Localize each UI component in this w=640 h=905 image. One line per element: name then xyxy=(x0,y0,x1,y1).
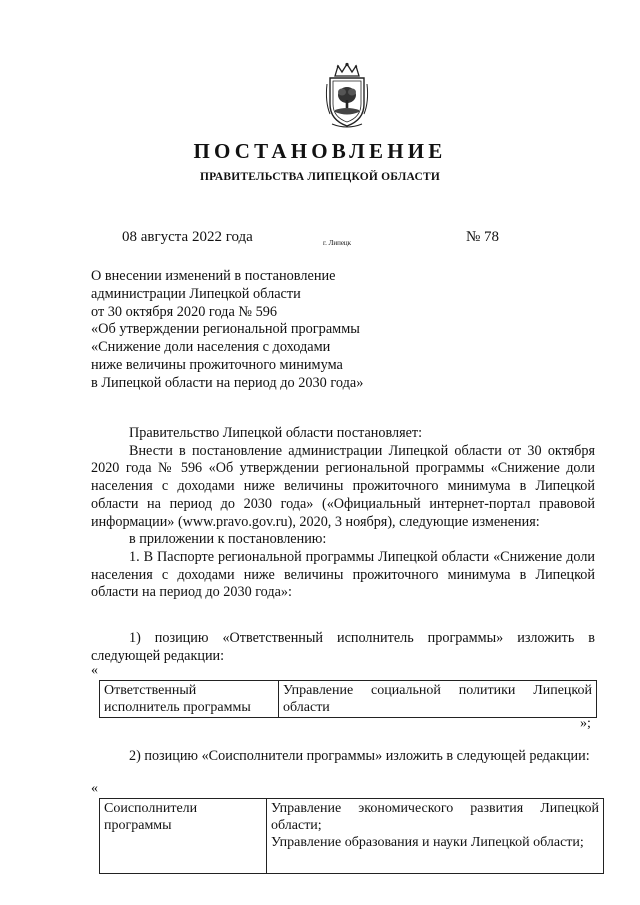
heading-line: в Липецкой области на период до 2030 года» xyxy=(91,374,364,391)
table-co-executors xyxy=(99,798,604,874)
quote-open: « xyxy=(91,781,98,796)
paragraph-item-2: 2) позицию «Соисполнители программы» изложить в следующей редакции: xyxy=(129,748,590,764)
document-city: г. Липецк xyxy=(323,239,352,247)
paragraph-resolves: Правительство Липецкой области постановляет: xyxy=(129,425,423,441)
heading-line: от 30 октября 2020 года № 596 xyxy=(91,303,278,320)
body-text-block-3 xyxy=(91,748,595,766)
body-text-block-1 xyxy=(91,425,595,602)
document-subtitle: ПРАВИТЕЛЬСТВА ЛИПЕЦКОЙ ОБЛАСТИ xyxy=(200,171,440,183)
table-row xyxy=(100,799,604,874)
quote-close: »; xyxy=(580,716,591,731)
table-row xyxy=(100,681,597,718)
co-executor-item: Управление экономического развития Липецкой области; xyxy=(271,801,599,833)
paragraph-passport: 1. В Паспорте региональной программы Липецкой области «Снижение доли населения с доходами ниже величины прожиточного минимума в Липецкой области на период до 2030 года»: xyxy=(91,548,595,601)
quote-open: « xyxy=(91,663,98,678)
table-cell-value: Управление социальной политики Липецкой области xyxy=(279,681,597,718)
table-cell-value xyxy=(267,799,604,874)
paragraph-item-1: 1) позицию «Ответственный исполнитель программы» изложить в следующей редакции: xyxy=(91,630,595,664)
table-cell-label: Ответственный исполнитель программы xyxy=(100,681,279,718)
document-title: ПОСТАНОВЛЕНИЕ xyxy=(193,139,447,163)
heading-line: О внесении изменений в постановление xyxy=(91,268,336,284)
document-number: № 78 xyxy=(466,229,500,245)
table-cell-label: Соисполнители программы xyxy=(100,799,267,874)
heading-line: администрации Липецкой области xyxy=(91,285,301,302)
paragraph-appendix: в приложении к постановлению: xyxy=(129,531,327,548)
co-executor-item: Управление образования и науки Липецкой области; xyxy=(271,835,584,850)
heading-line: «Снижение доли населения с доходами xyxy=(91,339,331,356)
document-date: 08 августа 2022 года xyxy=(122,229,253,245)
table-responsible-executor xyxy=(99,680,597,718)
lipetsk-coat-of-arms-icon xyxy=(324,62,370,130)
body-text-block-2 xyxy=(91,630,595,665)
heading-line: ниже величины прожиточного минимума xyxy=(91,356,343,373)
document-heading xyxy=(91,268,363,393)
heading-line: «Об утверждении региональной программы xyxy=(91,321,360,338)
paragraph-amendments: Внести в постановление администрации Липецкой области от 30 октября 2020 года № 596 «Об утверждении региональной программы «Снижение доли населения с доходами ниже величины прожиточного минимума в Липецкой области на период до 2030 года» («Официальный интернет-портал правовой информации» (www.pravo.gov.ru), 2020, 3 ноября), следующие изменения: xyxy=(91,442,595,530)
